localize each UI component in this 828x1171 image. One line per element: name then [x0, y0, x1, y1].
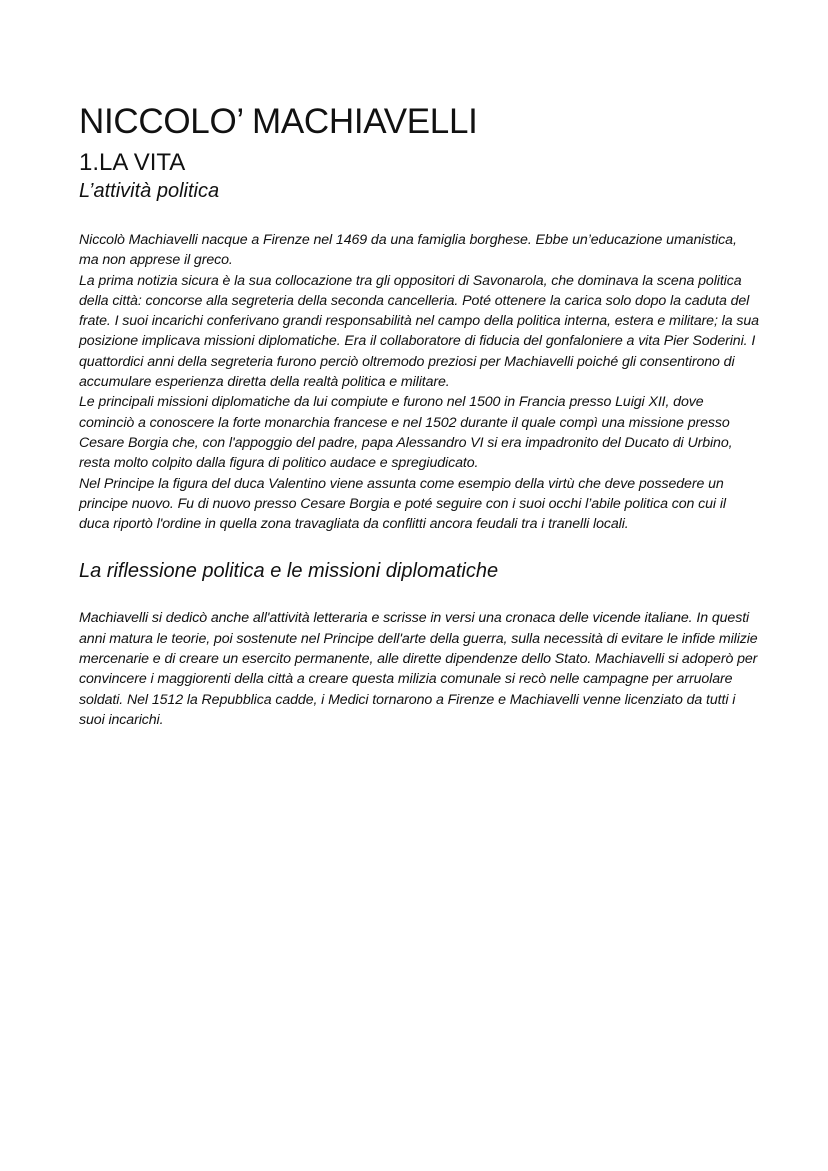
subsection-title-riflessione-politica: La riflessione politica e le missioni diplomatiche	[79, 560, 499, 583]
paragraph: Machiavelli si dedicò anche all'attività letteraria e scrisse in versi una cronaca delle vicende italiane. In questi anni matura le teorie, poi sostenute nel Principe dell'arte della guerra, sulla necessità di evitare le infide milizie mercenarie e di creare un esercito permanente, alle dirette dipendenze dello Stato. Machiavelli si adoperò per convincere i maggiorenti della città a creare questa milizia comunale si recò nelle campagne per arruolare soldati. Nel 1512 la Repubblica cadde, i Medici tornarono a Firenze e Machiavelli venne licenziato da tutti i suoi incarichi.	[79, 610, 758, 728]
paragraph: Le principali missioni diplomatiche da lui compiute e furono nel 1500 in Francia presso Luigi XII, dove cominciò a conoscere la forte monarchia francese e nel 1502 durante il quale compì una missione presso Cesare Borgia che, con l'appoggio del padre, papa Alessandro VI si era impadronito del Ducato di Urbino, resta molto colpito dalla figura di politico audace e spregiudicato.	[79, 394, 733, 472]
paragraph: Nel Principe la figura del duca Valentino viene assunta come esempio della virtù che deve possedere un principe nuovo. Fu di nuovo presso Cesare Borgia e poté seguire con i suoi occhi l’abile politica con cui il duca riportò l'ordine in quella zona travagliata da conflitti ancora feudali tra i tranelli locali.	[79, 475, 726, 533]
paragraph: Niccolò Machiavelli nacque a Firenze nel 1469 da una famiglia borghese. Ebbe un’educazione umanistica, ma non apprese il greco.	[79, 232, 737, 269]
document-title: NICCOLO’ MACHIAVELLI	[79, 102, 478, 141]
section-title: 1.LA VITA	[79, 149, 186, 176]
document-page	[79, 100, 759, 730]
subsection-title-attivita-politica: L’attività politica	[79, 180, 220, 202]
subsection-1-body	[79, 230, 759, 534]
subsection-2-body	[79, 608, 759, 730]
paragraph: La prima notizia sicura è la sua collocazione tra gli oppositori di Savonarola, che dominava la scena politica della città: concorse alla segreteria della seconda cancelleria. Poté ottenere la carica solo dopo la caduta del frate. I suoi incarichi conferivano grandi responsabilità nel campo della politica interna, estera e militare; la sua posizione implicava missioni diplomatiche. Era il collaboratore di fiducia del gonfaloniere a vita Pier Soderini. I quattordici anni della segreteria furono perciò oltremodo preziosi per Machiavelli poiché gli consentirono di accumulare esperienza diretta della realtà politica e militare.	[79, 272, 759, 391]
